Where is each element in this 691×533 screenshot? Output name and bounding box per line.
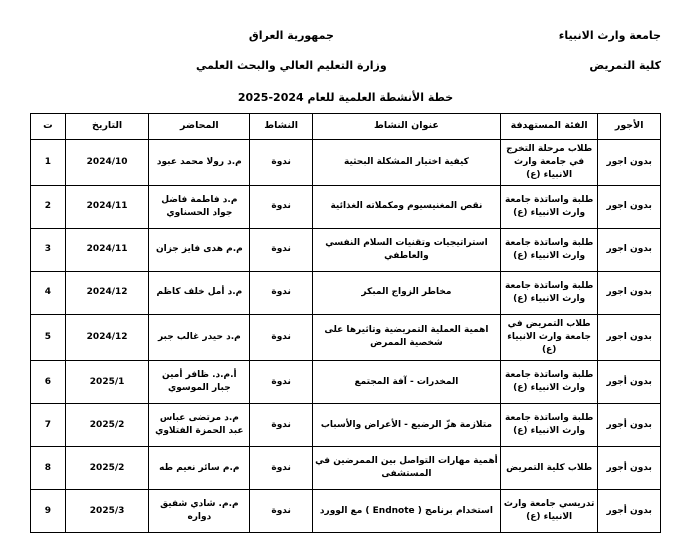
cell-target: طلاب كلية التمريض <box>500 447 597 490</box>
table-row <box>31 361 661 404</box>
cell-title: نقص المغنيسيوم ومكملاته الغذائية <box>312 185 500 228</box>
cell-wage: بدون أجور <box>598 447 661 490</box>
header-college-name: كلية التمريض <box>589 58 661 72</box>
cell-date: 2025/2 <box>65 447 149 490</box>
cell-title: متلازمة هزّ الرضيع - الأعراض والأسباب <box>312 404 500 447</box>
cell-title: المخدرات - آفة المجتمع <box>312 361 500 404</box>
document-header <box>30 26 661 77</box>
header-country-name: جمهورية العراق <box>248 29 334 42</box>
cell-activity: ندوة <box>250 271 313 314</box>
cell-wage: بدون اجور <box>598 271 661 314</box>
cell-target: طلاب مرحلة التخرج في جامعة وارث الانبياء (ع) <box>500 139 597 185</box>
cell-wage: بدون اجور <box>598 314 661 360</box>
cell-title: استخدام برنامج ( Endnote ) مع الوورد <box>312 490 500 533</box>
cell-title: مخاطر الزواج المبكر <box>312 271 500 314</box>
table-row <box>31 490 661 533</box>
cell-lecturer: م.م. شادي شفيق دواره <box>149 490 250 533</box>
cell-wage: بدون أجور <box>598 361 661 404</box>
header-university-name: جامعة وارث الانبياء <box>558 29 661 42</box>
cell-title: اهمية العملية التمريضية وتاثيرها على شخصية الممرض <box>312 314 500 360</box>
cell-target: طلبة واساتذة جامعة وارث الانبياء (ع) <box>500 404 597 447</box>
cell-target: طلبة واساتذة جامعة وارث الانبياء (ع) <box>500 271 597 314</box>
cell-lecturer: أ.م.د. ظافر أمين جبار الموسوي <box>149 361 250 404</box>
cell-lecturer: م.م هدى فايز جزان <box>149 228 250 271</box>
cell-activity: ندوة <box>250 404 313 447</box>
cell-num: 1 <box>31 139 66 185</box>
activities-table <box>30 113 661 533</box>
cell-num: 5 <box>31 314 66 360</box>
cell-num: 8 <box>31 447 66 490</box>
column-header-date: التاريخ <box>65 113 149 139</box>
cell-date: 2025/3 <box>65 490 149 533</box>
cell-wage: بدون اجور <box>598 228 661 271</box>
table-row <box>31 228 661 271</box>
cell-activity: ندوة <box>250 490 313 533</box>
cell-target: طلبة واساتذة جامعة وارث الانبياء (ع) <box>500 361 597 404</box>
cell-lecturer: م.م سائر نعيم طه <box>149 447 250 490</box>
cell-activity: ندوة <box>250 228 313 271</box>
column-header-title: عنوان النشاط <box>312 113 500 139</box>
column-header-target: الفئة المستهدفة <box>500 113 597 139</box>
table-row <box>31 185 661 228</box>
table-row <box>31 314 661 360</box>
cell-num: 6 <box>31 361 66 404</box>
cell-date: 2024/12 <box>65 314 149 360</box>
cell-date: 2025/2 <box>65 404 149 447</box>
table-row <box>31 271 661 314</box>
cell-wage: بدون اجور <box>598 185 661 228</box>
cell-date: 2024/11 <box>65 185 149 228</box>
cell-activity: ندوة <box>250 314 313 360</box>
cell-wage: بدون اجور <box>598 139 661 185</box>
column-header-num: ت <box>31 113 66 139</box>
header-university-block <box>559 26 661 77</box>
column-header-activity: النشاط <box>250 113 313 139</box>
cell-wage: بدون أجور <box>598 404 661 447</box>
cell-title: أهمية مهارات التواصل بين الممرضين في المستشفى <box>312 447 500 490</box>
column-header-lecturer: المحاضر <box>149 113 250 139</box>
cell-lecturer: م.د حيدر غالب جبر <box>149 314 250 360</box>
cell-num: 3 <box>31 228 66 271</box>
cell-target: تدريسي جامعة وارث الانبياء (ع) <box>500 490 597 533</box>
table-header-row <box>31 113 661 139</box>
column-header-wage: الأجور <box>598 113 661 139</box>
cell-title: استراتيجيات وتقنيات السلام النفسي والعاطفي <box>312 228 500 271</box>
cell-target: طلبة واساتذة جامعة وارث الانبياء (ع) <box>500 185 597 228</box>
cell-date: 2024/11 <box>65 228 149 271</box>
cell-lecturer: م.د رولا محمد عبود <box>149 139 250 185</box>
cell-wage: بدون أجور <box>598 490 661 533</box>
cell-date: 2025/1 <box>65 361 149 404</box>
cell-num: 2 <box>31 185 66 228</box>
cell-date: 2024/12 <box>65 271 149 314</box>
cell-num: 4 <box>31 271 66 314</box>
header-country-block <box>196 26 387 77</box>
cell-activity: ندوة <box>250 139 313 185</box>
cell-activity: ندوة <box>250 185 313 228</box>
cell-lecturer: م.د فاطمة فاضل جواد الحسناوي <box>149 185 250 228</box>
cell-activity: ندوة <box>250 361 313 404</box>
table-row <box>31 447 661 490</box>
table-row <box>31 139 661 185</box>
cell-lecturer: م.د أمل خلف كاظم <box>149 271 250 314</box>
cell-lecturer: م.د مرتضى عباس عبد الحمزة الفتلاوي <box>149 404 250 447</box>
table-row <box>31 404 661 447</box>
cell-target: طلاب التمريض في جامعة وارث الانبياء (ع) <box>500 314 597 360</box>
cell-activity: ندوة <box>250 447 313 490</box>
cell-num: 7 <box>31 404 66 447</box>
page-title: خطة الأنشطة العلمية للعام 2024-2025 <box>237 90 454 104</box>
cell-date: 2024/10 <box>65 139 149 185</box>
cell-num: 9 <box>31 490 66 533</box>
header-ministry-name: وزارة التعليم العالي والبحث العلمي <box>196 58 387 72</box>
cell-title: كيفية اختيار المشكلة البحثية <box>312 139 500 185</box>
cell-target: طلبة واساتذة جامعة وارث الانبياء (ع) <box>500 228 597 271</box>
